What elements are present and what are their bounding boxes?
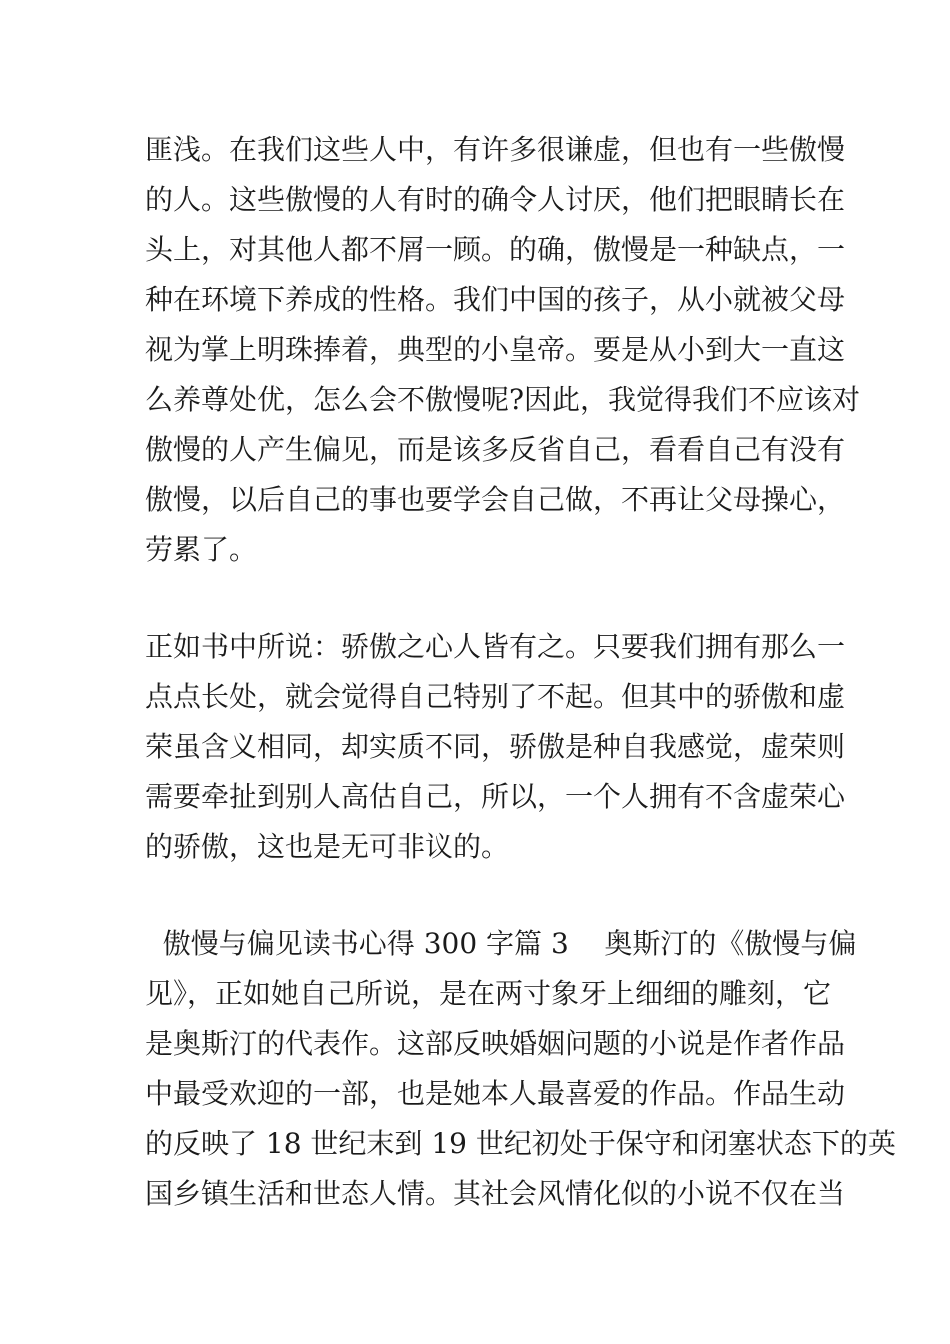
text-line: 是奥斯汀的代表作。这部反映婚姻问题的小说是作者作品 (145, 1027, 846, 1060)
text-line: 需要牵扯到别人高估自己，所以，一个人拥有不含虚荣心 (145, 780, 846, 813)
text-line: 视为掌上明珠捧着，典型的小皇帝。要是从小到大一直这 (145, 333, 846, 366)
text-line: 的骄傲，这也是无可非议的。 (145, 830, 510, 863)
text-line: 国乡镇生活和世态人情。其社会风情化似的小说不仅在当 (145, 1177, 846, 1210)
text-line: 中最受欢迎的一部，也是她本人最喜爱的作品。作品生动 (145, 1077, 846, 1110)
text-line: 傲慢与偏见读书心得 300 字篇 3 奥斯汀的《傲慢与偏 (145, 927, 857, 960)
text-line: 见》，正如她自己所说，是在两寸象牙上细细的雕刻，它 (145, 977, 832, 1010)
text-line: 么养尊处优，怎么会不傲慢呢?因此，我觉得我们不应该对 (145, 383, 861, 416)
text-line: 正如书中所说：骄傲之心人皆有之。只要我们拥有那么一 (145, 630, 846, 663)
text-line: 傲慢，以后自己的事也要学会自己做，不再让父母操心， (145, 483, 846, 516)
text-line: 的人。这些傲慢的人有时的确令人讨厌，他们把眼睛长在 (145, 183, 846, 216)
text-line: 点点长处，就会觉得自己特别了不起。但其中的骄傲和虚 (145, 680, 846, 713)
text-line: 傲慢的人产生偏见，而是该多反省自己，看看自己有没有 (145, 433, 846, 466)
text-line: 头上，对其他人都不屑一顾。的确，傲慢是一种缺点，一 (145, 233, 846, 266)
text-line: 的反映了 18 世纪末到 19 世纪初处于保守和闭塞状态下的英 (145, 1127, 896, 1160)
text-line: 荣虽含义相同，却实质不同，骄傲是种自我感觉，虚荣则 (145, 730, 846, 763)
text-line: 劳累了。 (145, 533, 258, 566)
text-line: 匪浅。在我们这些人中，有许多很谦虚，但也有一些傲慢 (145, 133, 846, 166)
text-line: 种在环境下养成的性格。我们中国的孩子，从小就被父母 (145, 283, 846, 316)
